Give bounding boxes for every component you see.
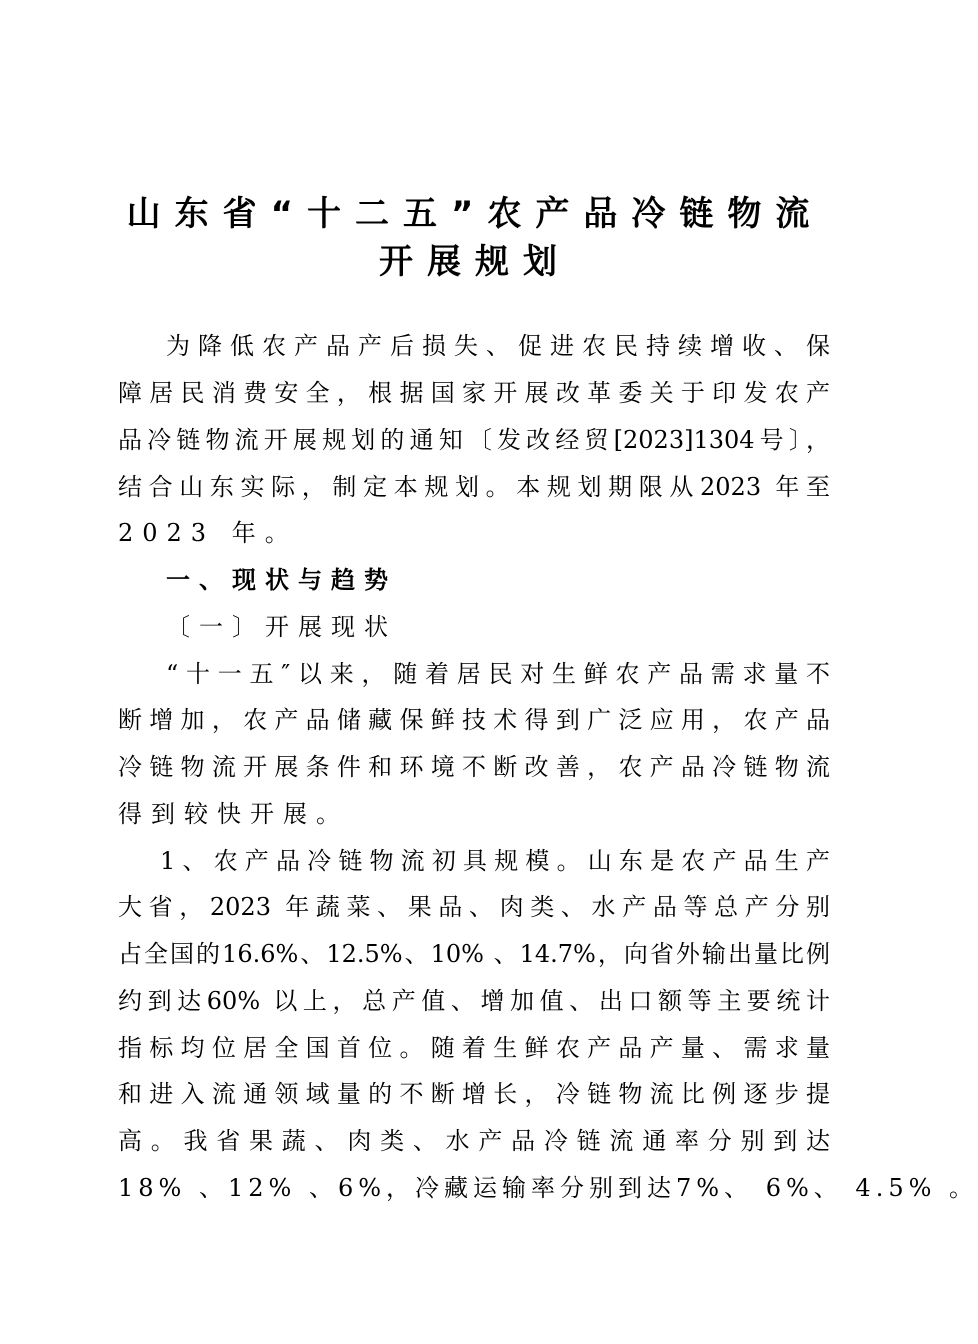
para1-line-1: “十一五″以来，随着居民对生鲜农产品需求量不 [166,660,830,688]
para2-line-3: 占全国的16.6%、12.5%、10% 、14.7%，向省外输出量比例 [118,940,830,968]
document-title-line-2: 开展规划 [379,242,571,282]
document-title-line-1: 山东省“十二五”农产品冷链物流 [126,194,824,234]
para2-line-7: 高。我省果蔬、肉类、水产品冷链流通率分别到达 [118,1127,830,1155]
para2-line-8: 18% 、12% 、6%，冷藏运输率分别到达7%、 6%、 4.5% 。 [118,1174,978,1202]
para2-line-1: 1、农产品冷链物流初具规模。山东是农产品生产 [160,847,830,875]
intro-line-3: 品冷链物流开展规划的通知〔发改经贸[2023]1304号〕， [118,426,830,454]
para2-line-2: 大省，2023 年蔬菜、果品、肉类、水产品等总产分别 [118,893,830,921]
intro-line-5: 2023 年。 [118,519,298,547]
intro-line-1: 为降低农产品产后损失、促进农民持续增收、保 [166,332,830,360]
subsection-heading: 〔一〕开展现状 [166,613,397,641]
intro-line-4: 结合山东实际，制定本规划。本规划期限从2023 年至 [118,473,830,501]
para2-line-6: 和进入流通领域量的不断增长，冷链物流比例逐步提 [118,1080,830,1108]
section-heading: 一、现状与趋势 [166,566,397,594]
para1-line-3: 冷链物流开展条件和环境不断改善，农产品冷链物流 [118,753,830,781]
para2-line-5: 指标均位居全国首位。随着生鲜农产品产量、需求量 [118,1034,830,1062]
para1-line-2: 断增加，农产品储藏保鲜技术得到广泛应用，农产品 [118,706,830,734]
para2-line-4: 约到达60% 以上，总产值、增加值、出口额等主要统计 [118,987,830,1015]
para1-line-4: 得到较快开展。 [118,800,349,828]
intro-line-2: 障居民消费安全，根据国家开展改革委关于印发农产 [118,379,830,407]
